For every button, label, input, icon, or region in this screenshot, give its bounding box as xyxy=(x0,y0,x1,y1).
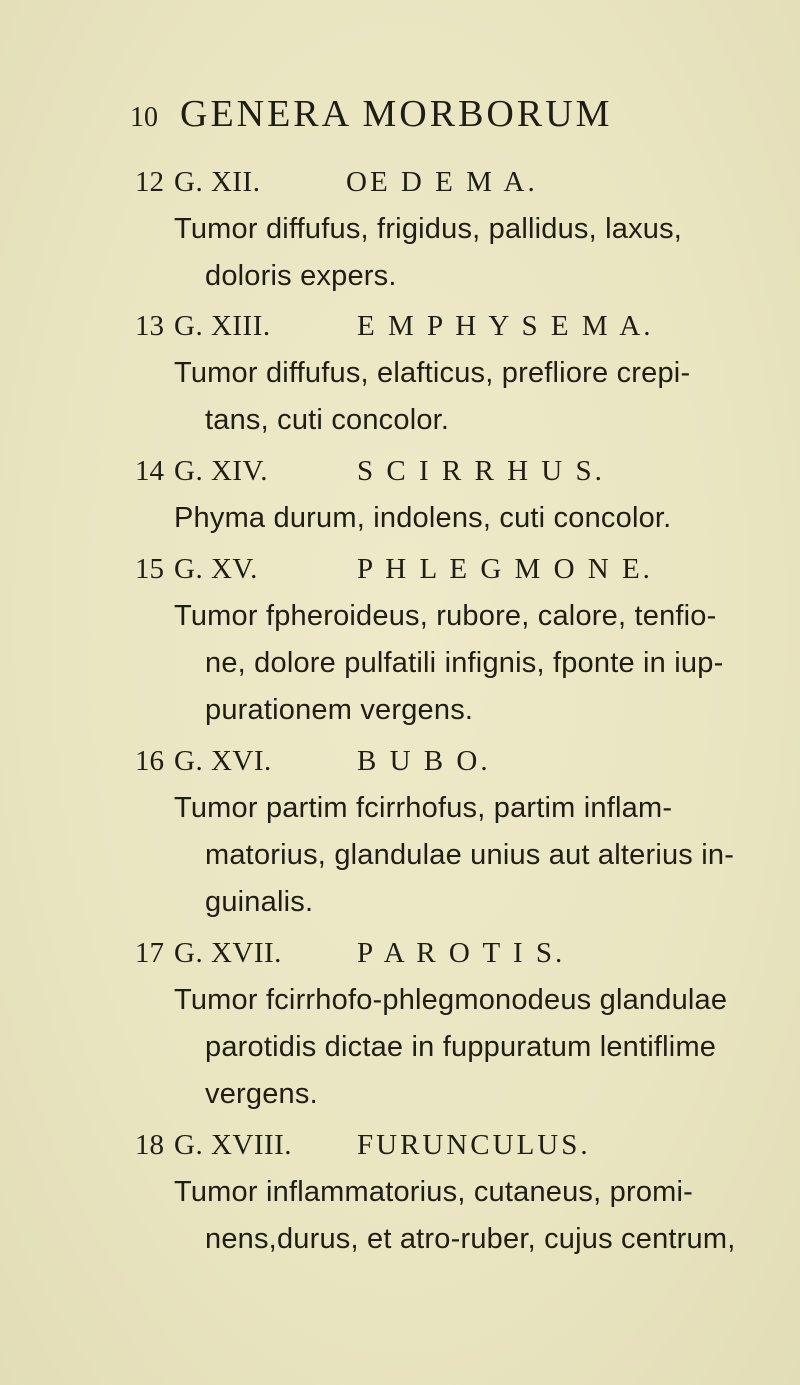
genus-label: G. XVIII. xyxy=(174,1129,293,1161)
entry-number: 18 xyxy=(135,1129,164,1161)
description-line: parotidis dictae in fuppuratum lentiflime xyxy=(205,1031,717,1063)
disease-name: P A R O T I S. xyxy=(357,937,566,969)
description-line: Tumor inflammatorius, cutaneus, promi- xyxy=(174,1176,694,1208)
entry-number: 15 xyxy=(135,553,164,585)
disease-name: S C I R R H U S. xyxy=(357,455,605,487)
description-line: Tumor fcirrhofo-phlegmonodeus glandulae xyxy=(174,984,728,1016)
entry-number: 17 xyxy=(135,937,164,969)
description-line: ne, dolore pulfatili infignis, fponte in iup- xyxy=(205,647,724,679)
entry-header-14 xyxy=(0,455,800,499)
disease-name: FURUNCULUS. xyxy=(357,1129,591,1161)
page-number: 10 xyxy=(130,102,158,133)
description-line: doloris expers. xyxy=(205,260,397,292)
disease-name: OE D E M A. xyxy=(346,166,538,198)
entry-header-16 xyxy=(0,745,800,789)
genus-label: G. XV. xyxy=(174,553,258,585)
description-line: Tumor diffufus, elafticus, prefliore crepi- xyxy=(174,357,691,389)
genus-label: G. XVI. xyxy=(174,745,272,777)
description-line: Phyma durum, indolens, cuti concolor. xyxy=(174,502,672,534)
description-line: guinalis. xyxy=(205,886,314,918)
entry-header-13 xyxy=(0,310,800,354)
genus-label: G. XII. xyxy=(174,166,261,198)
disease-name: P H L E G M O N E. xyxy=(357,553,653,585)
entry-number: 12 xyxy=(135,166,164,198)
description-line: vergens. xyxy=(205,1078,318,1110)
description-line: Tumor diffufus, frigidus, pallidus, laxus, xyxy=(174,213,683,245)
entry-number: 13 xyxy=(135,310,164,342)
running-head xyxy=(130,92,612,142)
description-line: matorius, glandulae unius aut alterius in- xyxy=(205,839,735,871)
disease-name: B U B O. xyxy=(357,745,491,777)
entry-header-12 xyxy=(0,166,800,210)
page-title: GENERA MORBORUM xyxy=(180,93,613,135)
entry-number: 14 xyxy=(135,455,164,487)
entry-header-18 xyxy=(0,1129,800,1173)
description-line: tans, cuti concolor. xyxy=(205,404,450,436)
description-line: nens,durus, et atro-ruber, cujus centrum, xyxy=(205,1223,736,1255)
entry-header-15 xyxy=(0,553,800,597)
entry-number: 16 xyxy=(135,745,164,777)
entry-header-17 xyxy=(0,937,800,981)
genus-label: G. XVII. xyxy=(174,937,282,969)
description-line: Tumor fpheroideus, rubore, calore, tenfio- xyxy=(174,600,717,632)
disease-name: E M P H Y S E M A. xyxy=(357,310,654,342)
genus-label: G. XIV. xyxy=(174,455,268,487)
genus-label: G. XIII. xyxy=(174,310,271,342)
description-line: Tumor partim fcirrhofus, partim inflam- xyxy=(174,792,673,824)
description-line: purationem vergens. xyxy=(205,694,474,726)
